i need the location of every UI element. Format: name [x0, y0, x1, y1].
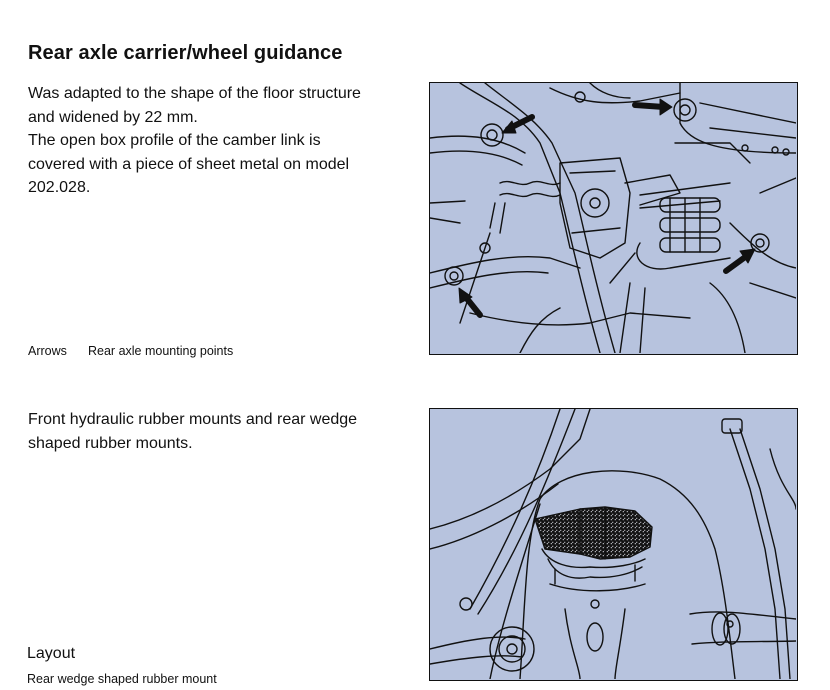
paragraph-line: Was adapted to the shape of the floor structure	[28, 85, 361, 102]
caption-text: Rear axle mounting points	[88, 344, 234, 358]
figure1-caption	[28, 344, 233, 358]
rubber-mount-illustration	[429, 408, 798, 681]
paragraph-line: and widened by 22 mm.	[28, 108, 198, 126]
layout-label: Layout	[27, 645, 76, 662]
paragraph-line: 202.028.	[28, 179, 91, 196]
paragraph-line: shaped rubber mounts.	[28, 434, 193, 452]
section-title: Rear axle carrier/wheel guidance	[28, 42, 343, 64]
paragraph-line: covered with a piece of sheet metal on model	[28, 155, 350, 173]
paragraph-line: The open box profile of the camber link is	[28, 132, 321, 149]
section1-paragraph	[28, 82, 408, 200]
section2-paragraph	[28, 408, 408, 455]
paragraph-line: Front hydraulic rubber mounts and rear wedge	[28, 411, 358, 428]
caption-term: Arrows	[28, 344, 67, 358]
rear-axle-carrier-illustration	[429, 82, 798, 355]
figure2-caption: Rear wedge shaped rubber mount	[27, 672, 217, 686]
